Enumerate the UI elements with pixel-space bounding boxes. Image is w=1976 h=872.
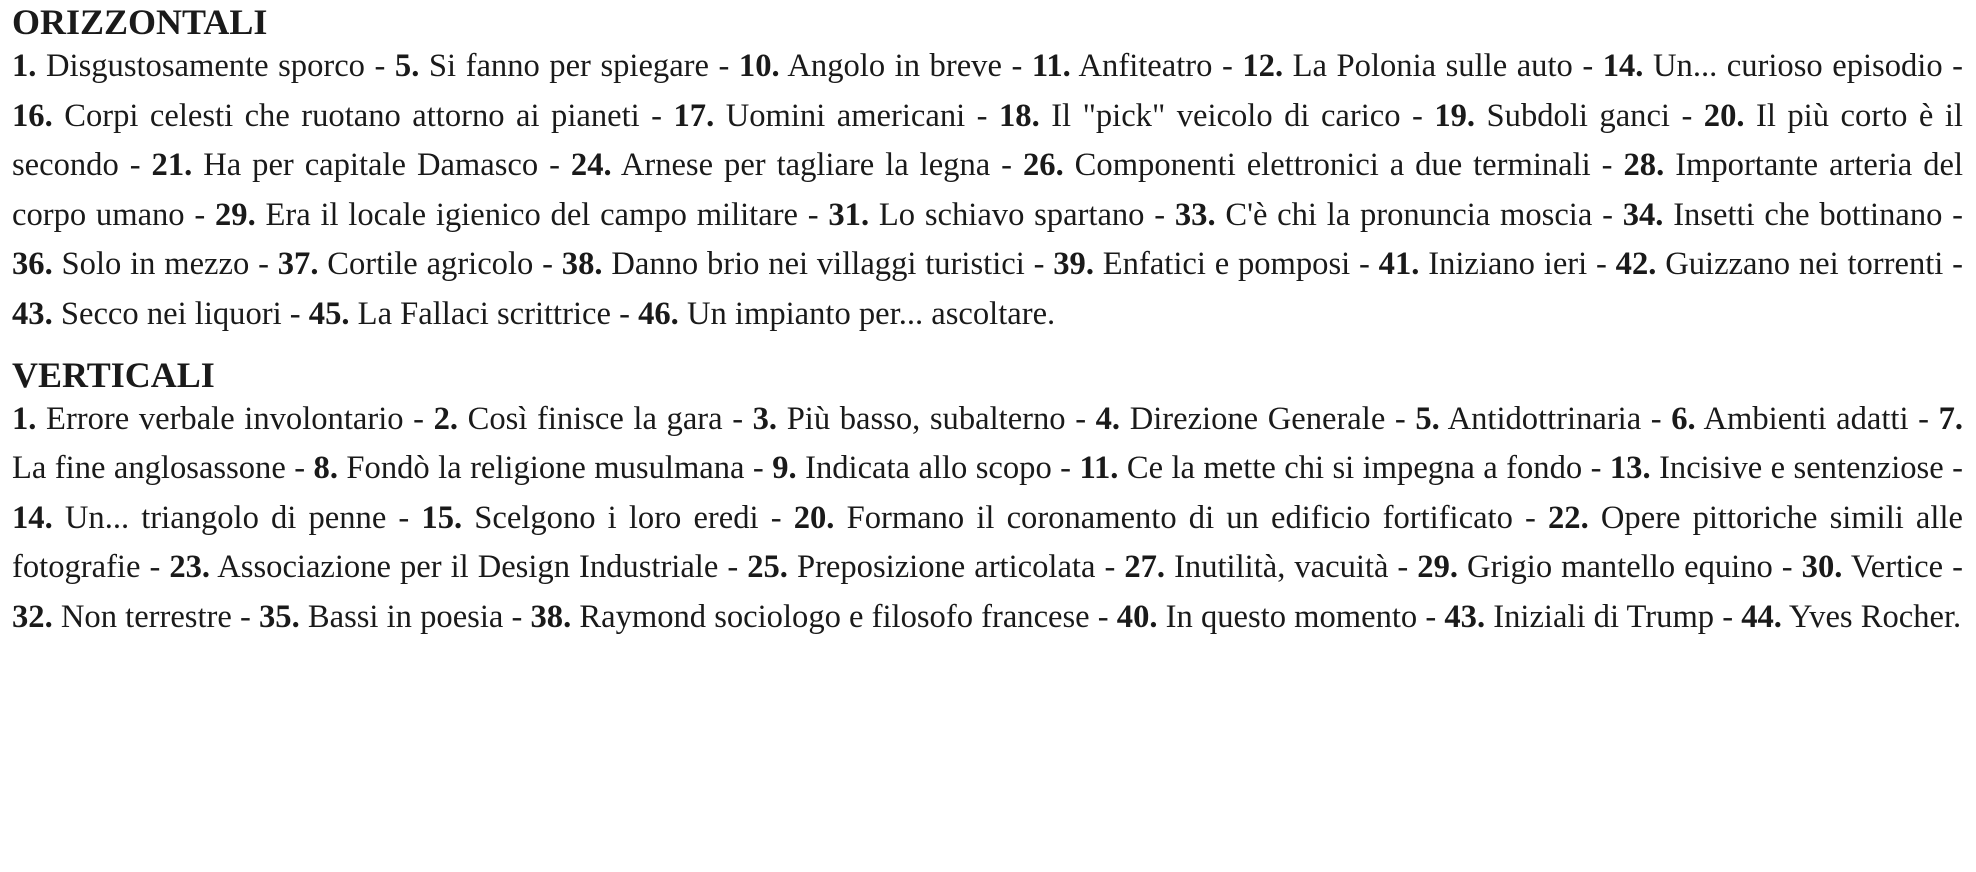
clue-item	[1802, 549, 1943, 585]
clue-text: Il più corto è il secondo	[12, 97, 1963, 184]
clue-separator: -	[708, 48, 739, 84]
clue-text: Iniziano ieri	[1428, 246, 1588, 283]
clue-item	[12, 500, 386, 536]
clue-item	[828, 197, 1144, 233]
clue-number: 33.	[1174, 196, 1216, 233]
clue-item	[999, 98, 1401, 134]
clue-separator: -	[1388, 549, 1418, 586]
clue-text: Raymond sociologo e filosofo francese	[579, 598, 1090, 635]
clue-separator: -	[1089, 598, 1117, 635]
clue-number: 20.	[793, 499, 835, 536]
clue-item	[314, 450, 745, 486]
clue-item	[1079, 450, 1582, 486]
clue-separator: -	[639, 97, 674, 134]
clue-number: 29.	[214, 196, 256, 233]
clue-separator: -	[744, 450, 773, 487]
clue-item	[309, 296, 611, 332]
clue-number: 31.	[828, 196, 870, 233]
clue-item	[421, 500, 758, 536]
clue-text: Formano il coronamento di un edificio fortificato	[846, 499, 1513, 536]
clue-number: 34.	[1622, 196, 1664, 233]
clue-text: La fine anglosassone	[12, 450, 286, 487]
clue-number: 27.	[1124, 549, 1166, 586]
clue-separator: -	[1001, 48, 1032, 84]
clue-separator: -	[1772, 549, 1802, 586]
clue-number: 26.	[1022, 147, 1064, 184]
clue-separator: -	[1942, 48, 1964, 84]
clue-separator: -	[1385, 400, 1416, 437]
clue-text: Più basso, subalterno	[786, 400, 1066, 437]
clue-text: La Fallaci scrittrice	[357, 295, 611, 332]
clue-text: Danno brio nei villaggi turistici	[611, 246, 1025, 283]
orizzontali-heading: ORIZZONTALI	[12, 2, 268, 42]
clue-item	[12, 296, 282, 332]
clue-item	[530, 599, 1089, 635]
clue-item	[739, 48, 1002, 84]
clue-text: Il "pick" veicolo di carico	[1051, 97, 1401, 134]
clue-number: 1.	[12, 400, 37, 437]
clue-number: 12.	[1242, 48, 1284, 84]
clue-number: 38.	[530, 598, 572, 635]
clue-item	[395, 48, 709, 84]
clue-separator: -	[184, 196, 215, 233]
clue-number: 22.	[1548, 499, 1589, 536]
clue-separator: -	[1051, 450, 1080, 487]
clue-separator: -	[1144, 196, 1175, 233]
clue-text: Insetti che bottinano	[1673, 196, 1943, 233]
clue-number: 24.	[570, 147, 612, 184]
clue-number: 14.	[12, 499, 53, 536]
clue-number: 23.	[169, 549, 211, 586]
clue-number: 30.	[1801, 549, 1843, 586]
clue-number: 42.	[1615, 246, 1657, 283]
verticali-heading: VERTICALI	[12, 354, 215, 395]
clue-text: Un impianto per... ascoltare.	[686, 295, 1056, 332]
clue-separator: -	[610, 295, 639, 332]
clue-number: 6.	[1671, 400, 1696, 437]
section-gap	[12, 340, 1963, 353]
clue-item	[1096, 401, 1386, 437]
clue-text: Anfiteatro	[1078, 48, 1213, 84]
clue-text: Indicata allo scopo	[805, 450, 1052, 487]
clue-text: Uomini americani	[725, 97, 966, 134]
clue-item	[12, 599, 232, 635]
clue-separator: -	[965, 97, 999, 134]
clue-text: Componenti elettronici a due terminali	[1074, 147, 1591, 184]
clue-number: 35.	[259, 598, 300, 635]
clue-separator: -	[118, 147, 152, 184]
clue-separator: -	[1641, 400, 1672, 437]
clue-separator: -	[1592, 196, 1623, 233]
clue-separator: -	[1943, 549, 1963, 586]
clue-item	[12, 48, 365, 84]
clue-text: Opere pittoriche simili alle fotografie	[12, 499, 1963, 586]
clue-text: Guizzano nei torrenti	[1665, 246, 1944, 283]
clue-separator: -	[1669, 97, 1704, 134]
clue-separator: -	[285, 450, 314, 487]
clue-separator: -	[1587, 246, 1616, 283]
clue-number: 20.	[1703, 97, 1745, 134]
clue-number: 46.	[638, 295, 679, 332]
clue-separator: -	[1065, 400, 1096, 437]
clue-text: Preposizione articolata	[796, 549, 1096, 586]
clue-separator: -	[386, 499, 422, 536]
clue-separator: -	[1350, 246, 1379, 283]
clue-separator: -	[403, 400, 434, 437]
clue-separator: -	[1943, 246, 1963, 283]
clue-number: 43.	[12, 295, 53, 332]
clue-text: Solo in mezzo	[61, 246, 250, 283]
clue-text: Ambienti adatti	[1703, 400, 1909, 437]
clue-number: 36.	[12, 246, 53, 283]
clue-item	[12, 98, 640, 134]
clue-item	[1242, 48, 1572, 84]
clue-number: 45.	[308, 295, 350, 332]
clue-separator: -	[1095, 549, 1125, 586]
clue-separator: -	[1512, 499, 1548, 536]
clue-text: Inutilità, vacuità	[1174, 549, 1389, 586]
verticali-clue-list	[12, 395, 1963, 643]
clue-item	[152, 147, 539, 183]
clue-separator: -	[231, 598, 259, 635]
clue-text: Angolo in breve	[787, 48, 1002, 84]
clue-text: Vertice	[1850, 549, 1944, 586]
clue-text: In questo momento	[1165, 598, 1418, 635]
clue-item	[1434, 98, 1670, 134]
clue-number: 19.	[1434, 97, 1476, 134]
clue-text: Direzione Generale	[1129, 400, 1386, 437]
orizzontali-clue-list	[12, 42, 1963, 340]
clue-text: Ce la mette chi si impegna a fondo	[1126, 450, 1583, 487]
clue-text: Così finisce la gara	[467, 400, 723, 437]
clue-text: Subdoli ganci	[1486, 97, 1670, 134]
clue-text: Arnese per tagliare la legna	[620, 147, 991, 184]
clue-text: Antidottrinaria	[1447, 400, 1642, 437]
clue-separator: -	[1590, 147, 1624, 184]
clue-separator: -	[1582, 450, 1610, 487]
clue-text: Scelgono i loro eredi	[474, 499, 759, 536]
clue-text: Si fanno per spiegare	[428, 48, 709, 84]
clue-separator: -	[1024, 246, 1054, 283]
clue-item	[562, 246, 1025, 282]
clue-item	[1603, 48, 1943, 84]
clue-separator: -	[1212, 48, 1243, 84]
clue-text: Enfatici e pomposi	[1102, 246, 1351, 283]
clue-item	[638, 296, 1055, 332]
clue-separator: -	[718, 549, 748, 586]
clue-number: 39.	[1053, 246, 1094, 283]
clue-separator: -	[798, 196, 829, 233]
clue-text: C'è chi la pronuncia moscia	[1225, 196, 1593, 233]
clue-number: 4.	[1095, 400, 1121, 437]
clue-item	[1415, 401, 1641, 437]
clue-text: Importante arteria del corpo umano	[12, 147, 1963, 233]
clue-item	[1417, 549, 1773, 585]
clue-item	[1671, 401, 1908, 437]
clue-separator: -	[1942, 196, 1964, 233]
clue-number: 2.	[433, 400, 459, 437]
clue-separator: -	[722, 400, 753, 437]
clue-separator: -	[1943, 450, 1963, 487]
clue-number: 14.	[1602, 48, 1644, 84]
clue-separator: -	[533, 246, 562, 283]
clue-separator: -	[1417, 598, 1445, 635]
clue-number: 7.	[1938, 400, 1963, 437]
clue-number: 3.	[752, 400, 778, 437]
clue-text: Incisive e sentenziose	[1659, 450, 1944, 487]
clue-text: Un... curioso episodio	[1653, 48, 1943, 84]
clue-separator: -	[503, 598, 531, 635]
clue-number: 1.	[12, 48, 37, 84]
clue-separator: -	[758, 499, 794, 536]
clue-item	[1379, 246, 1588, 282]
crossword-clues-page	[12, 0, 1963, 643]
clue-item	[1023, 147, 1591, 183]
clue-number: 9.	[772, 450, 797, 487]
clue-item	[1444, 599, 1714, 635]
clue-number: 44.	[1741, 598, 1782, 635]
clue-text: Cortile agricolo	[327, 246, 534, 283]
clue-item	[1117, 599, 1417, 635]
clue-separator: -	[1400, 97, 1435, 134]
clue-item	[1175, 197, 1592, 233]
clue-number: 41.	[1378, 246, 1420, 283]
clue-text: Yves Rocher.	[1788, 598, 1962, 635]
clue-separator: -	[538, 147, 571, 184]
clue-text: Ha per capitale Damasco	[203, 147, 539, 184]
clue-text: Un... triangolo di penne	[64, 499, 387, 536]
clue-separator: -	[990, 147, 1023, 184]
clue-number: 8.	[313, 450, 338, 487]
clue-number: 29.	[1417, 549, 1459, 586]
clue-separator: -	[249, 246, 278, 283]
clue-text: Errore verbale involontario	[46, 400, 404, 437]
clue-item	[1616, 246, 1944, 282]
clue-item	[1610, 450, 1944, 486]
clue-text: Iniziali di Trump	[1493, 598, 1715, 635]
clue-item	[1741, 599, 1961, 635]
clue-item	[794, 500, 1513, 536]
clue-number: 43.	[1444, 598, 1486, 635]
clue-text: Grigio mantello equino	[1467, 549, 1773, 586]
clue-text: Non terrestre	[60, 598, 232, 635]
clue-text: Bassi in poesia	[307, 598, 504, 635]
clue-number: 10.	[738, 48, 780, 84]
clue-number: 28.	[1623, 147, 1665, 184]
clue-number: 18.	[998, 97, 1040, 134]
clue-number: 13.	[1609, 450, 1651, 487]
clue-number: 11.	[1031, 48, 1071, 84]
clue-item	[12, 246, 249, 282]
clue-item	[571, 147, 990, 183]
clue-item	[169, 549, 718, 585]
clue-number: 17.	[673, 97, 715, 134]
clue-number: 37.	[277, 246, 319, 283]
clue-number: 16.	[12, 97, 53, 134]
clue-item	[747, 549, 1095, 585]
clue-number: 40.	[1116, 598, 1158, 635]
clue-separator: -	[281, 295, 309, 332]
clue-item	[1623, 197, 1943, 233]
clue-text: Disgustosamente sporco	[45, 48, 365, 84]
clue-text: Associazione per il Design Industriale	[217, 549, 719, 586]
clue-number: 25.	[747, 549, 788, 586]
clue-separator: -	[1572, 48, 1603, 84]
clue-separator: -	[1714, 598, 1742, 635]
clue-number: 32.	[12, 598, 53, 635]
clue-text: Secco nei liquori	[60, 295, 282, 332]
clue-item	[259, 599, 503, 635]
clue-item	[1032, 48, 1213, 84]
clue-item	[434, 401, 723, 437]
clue-item	[1053, 246, 1350, 282]
clue-number: 5.	[1415, 400, 1440, 437]
clue-separator: -	[140, 549, 170, 586]
clue-text: Corpi celesti che ruotano attorno ai pianeti	[64, 97, 640, 134]
clue-item	[12, 401, 404, 437]
clue-item	[278, 246, 534, 282]
clue-separator: -	[364, 48, 395, 84]
clue-number: 38.	[561, 246, 603, 283]
clue-number: 5.	[394, 48, 420, 84]
clue-item	[1124, 549, 1388, 585]
clue-number: 15.	[421, 499, 463, 536]
clue-item	[215, 197, 798, 233]
clue-text: Fondò la religione musulmana	[346, 450, 745, 487]
clue-item	[753, 401, 1066, 437]
clue-item	[772, 450, 1052, 486]
clue-text: Era il locale igienico del campo militare	[265, 196, 799, 233]
clue-number: 11.	[1079, 450, 1119, 487]
clue-text: Lo schiavo spartano	[878, 196, 1145, 233]
clue-separator: -	[1908, 400, 1939, 437]
clue-item	[674, 98, 966, 134]
clue-number: 21.	[151, 147, 193, 184]
clue-text: La Polonia sulle auto	[1292, 48, 1573, 84]
